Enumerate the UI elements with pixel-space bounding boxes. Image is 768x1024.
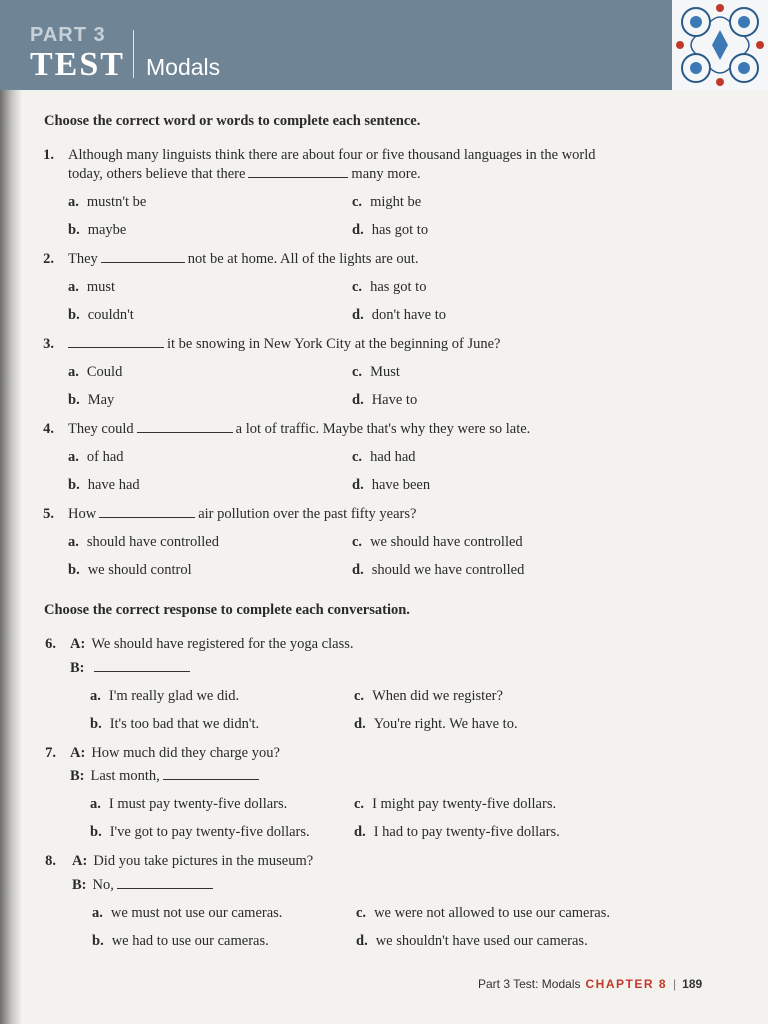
option-text: has got to xyxy=(370,279,427,295)
test-label: TEST xyxy=(30,46,125,83)
option-letter: d. xyxy=(352,562,364,578)
question-6-speaker-a xyxy=(70,636,353,653)
question-4-post: a lot of traffic. Maybe that's why they were so late. xyxy=(235,421,531,437)
option-letter: d. xyxy=(352,477,364,493)
option-letter: c. xyxy=(352,279,363,295)
option-1c[interactable] xyxy=(352,194,421,211)
option-7d[interactable] xyxy=(354,824,560,841)
question-7-a-text: How much did they charge you? xyxy=(91,745,280,761)
page-number: 189 xyxy=(682,977,703,991)
option-1a[interactable] xyxy=(68,194,146,211)
option-text: It's too bad that we didn't. xyxy=(109,716,260,732)
footer-chapter: CHAPTER 8 xyxy=(585,977,668,991)
question-5-post: air pollution over the past fifty years? xyxy=(198,506,417,522)
option-text: must xyxy=(86,279,116,295)
option-7c[interactable] xyxy=(354,796,556,813)
option-letter: d. xyxy=(352,392,364,408)
option-text: we shouldn't have used our cameras. xyxy=(375,933,588,949)
option-text: mustn't be xyxy=(86,194,147,210)
answer-blank[interactable] xyxy=(68,346,164,348)
option-8a[interactable] xyxy=(92,905,282,922)
question-5-number: 5. xyxy=(43,506,54,522)
speaker-b-label: B: xyxy=(70,768,85,784)
question-8-speaker-a xyxy=(72,853,313,870)
option-1d[interactable] xyxy=(352,222,428,239)
option-3b[interactable] xyxy=(68,392,114,409)
option-letter: a. xyxy=(90,796,101,812)
option-1b[interactable] xyxy=(68,222,126,239)
option-letter: d. xyxy=(352,307,364,323)
question-4-pre: They could xyxy=(68,421,134,437)
option-letter: a. xyxy=(68,449,79,465)
speaker-a-label: A: xyxy=(70,636,86,652)
option-text: might be xyxy=(370,194,422,210)
question-8-speaker-b xyxy=(72,877,216,894)
question-8-number: 8. xyxy=(45,853,56,869)
option-letter: b. xyxy=(90,716,102,732)
option-letter: c. xyxy=(354,796,365,812)
option-letter: b. xyxy=(90,824,102,840)
option-letter: b. xyxy=(68,562,80,578)
option-letter: b. xyxy=(68,307,80,323)
question-3-number: 3. xyxy=(43,336,54,352)
answer-blank[interactable] xyxy=(137,431,233,433)
option-letter: d. xyxy=(352,222,364,238)
question-2-pre: They xyxy=(68,251,98,267)
option-text: Have to xyxy=(371,392,418,408)
option-text: should have controlled xyxy=(86,534,219,550)
question-2-post: not be at home. All of the lights are out. xyxy=(187,251,419,267)
answer-blank[interactable] xyxy=(99,516,195,518)
option-4a[interactable] xyxy=(68,449,124,466)
option-8b[interactable] xyxy=(92,933,269,950)
question-4-number: 4. xyxy=(43,421,54,437)
option-5a[interactable] xyxy=(68,534,219,551)
option-letter: c. xyxy=(352,534,363,550)
question-7-speaker-a xyxy=(70,745,280,762)
option-text: Could xyxy=(86,364,123,380)
speaker-b-label: B: xyxy=(72,877,87,893)
option-letter: b. xyxy=(68,222,80,238)
question-6-a-text: We should have registered for the yoga class. xyxy=(91,636,354,652)
footer-separator: | xyxy=(673,977,677,991)
option-text: should we have controlled xyxy=(371,562,525,578)
question-7-number: 7. xyxy=(45,745,56,761)
option-3d[interactable] xyxy=(352,392,417,409)
option-5c[interactable] xyxy=(352,534,523,551)
answer-blank[interactable] xyxy=(163,778,259,780)
option-5b[interactable] xyxy=(68,562,192,579)
option-2a[interactable] xyxy=(68,279,115,296)
option-letter: c. xyxy=(354,688,365,704)
option-text: couldn't xyxy=(87,307,134,323)
option-5d[interactable] xyxy=(352,562,524,579)
option-text: You're right. We have to. xyxy=(373,716,518,732)
option-text: we should control xyxy=(87,562,192,578)
option-6d[interactable] xyxy=(354,716,518,733)
question-4-text xyxy=(68,421,530,438)
question-2-number: 2. xyxy=(43,251,54,267)
option-4b[interactable] xyxy=(68,477,140,494)
question-6-number: 6. xyxy=(45,636,56,652)
option-7b[interactable] xyxy=(90,824,310,841)
question-1-number: 1. xyxy=(43,147,54,163)
option-text: Must xyxy=(370,364,400,380)
option-text: has got to xyxy=(371,222,429,238)
question-7-b-text: Last month, xyxy=(90,768,160,784)
option-2c[interactable] xyxy=(352,279,426,296)
option-text: I must pay twenty-five dollars. xyxy=(108,796,288,812)
question-5-text xyxy=(68,506,416,523)
section2-instruction: Choose the correct response to complete each conversation. xyxy=(44,602,410,618)
question-3-text xyxy=(68,336,500,353)
option-letter: a. xyxy=(68,364,79,380)
question-1-pre: today, others believe that there xyxy=(68,166,246,182)
option-text: have had xyxy=(87,477,140,493)
option-text: I had to pay twenty-five dollars. xyxy=(373,824,560,840)
option-text: I might pay twenty-five dollars. xyxy=(372,796,557,812)
option-text: May xyxy=(87,392,115,408)
answer-blank[interactable] xyxy=(117,887,213,889)
option-letter: b. xyxy=(68,392,80,408)
option-letter: d. xyxy=(354,716,366,732)
option-letter: a. xyxy=(92,905,103,921)
option-letter: d. xyxy=(356,933,368,949)
option-8c[interactable] xyxy=(356,905,610,922)
option-4d[interactable] xyxy=(352,477,430,494)
option-text: we should have controlled xyxy=(370,534,523,550)
option-text: I've got to pay twenty-five dollars. xyxy=(109,824,310,840)
answer-blank[interactable] xyxy=(248,176,348,178)
option-text: have been xyxy=(371,477,431,493)
question-1-post: many more. xyxy=(351,166,421,182)
option-text: we were not allowed to use our cameras. xyxy=(374,905,610,921)
option-letter: d. xyxy=(354,824,366,840)
option-letter: c. xyxy=(352,364,363,380)
option-text: we must not use our cameras. xyxy=(110,905,283,921)
speaker-b-label: B: xyxy=(70,660,85,676)
option-letter: b. xyxy=(68,477,80,493)
option-letter: a. xyxy=(68,194,79,210)
section1-instruction: Choose the correct word or words to complete each sentence. xyxy=(44,113,421,129)
option-6b[interactable] xyxy=(90,716,259,733)
question-2-text xyxy=(68,251,419,268)
option-letter: a. xyxy=(68,279,79,295)
question-1-text-line2 xyxy=(68,166,421,183)
option-7a[interactable] xyxy=(90,796,287,813)
option-text: When did we register? xyxy=(372,688,503,704)
question-8-a-text: Did you take pictures in the museum? xyxy=(93,853,314,869)
option-2b[interactable] xyxy=(68,307,134,324)
question-5-pre: How xyxy=(68,506,97,522)
speaker-a-label: A: xyxy=(70,745,86,761)
footer-text: Part 3 Test: Modals xyxy=(478,977,581,991)
option-text: don't have to xyxy=(371,307,446,323)
question-8-b-text: No, xyxy=(92,877,114,893)
option-letter: c. xyxy=(356,905,367,921)
option-3c[interactable] xyxy=(352,364,400,381)
option-2d[interactable] xyxy=(352,307,446,324)
question-6-speaker-b xyxy=(70,660,193,677)
option-text: I'm really glad we did. xyxy=(108,688,240,704)
page-title: Modals xyxy=(146,54,221,80)
option-letter: c. xyxy=(352,194,363,210)
question-3-post: it be snowing in New York City at the beginning of June? xyxy=(167,336,501,352)
option-letter: a. xyxy=(68,534,79,550)
option-letter: c. xyxy=(352,449,363,465)
speaker-a-label: A: xyxy=(72,853,88,869)
answer-blank[interactable] xyxy=(94,670,190,672)
option-letter: a. xyxy=(90,688,101,704)
option-3a[interactable] xyxy=(68,364,122,381)
option-text: of had xyxy=(86,449,124,465)
option-text: we had to use our cameras. xyxy=(111,933,269,949)
option-6c[interactable] xyxy=(354,688,503,705)
option-4c[interactable] xyxy=(352,449,416,466)
page-footer xyxy=(478,977,702,991)
option-8d[interactable] xyxy=(356,933,588,950)
option-text: had had xyxy=(370,449,416,465)
answer-blank[interactable] xyxy=(101,261,185,263)
option-letter: b. xyxy=(92,933,104,949)
part-label: PART 3 xyxy=(30,24,106,46)
option-6a[interactable] xyxy=(90,688,239,705)
option-text: maybe xyxy=(87,222,127,238)
question-1-text: Although many linguists think there are about four or five thousand languages in the world xyxy=(68,147,596,163)
question-7-speaker-b xyxy=(70,768,262,785)
